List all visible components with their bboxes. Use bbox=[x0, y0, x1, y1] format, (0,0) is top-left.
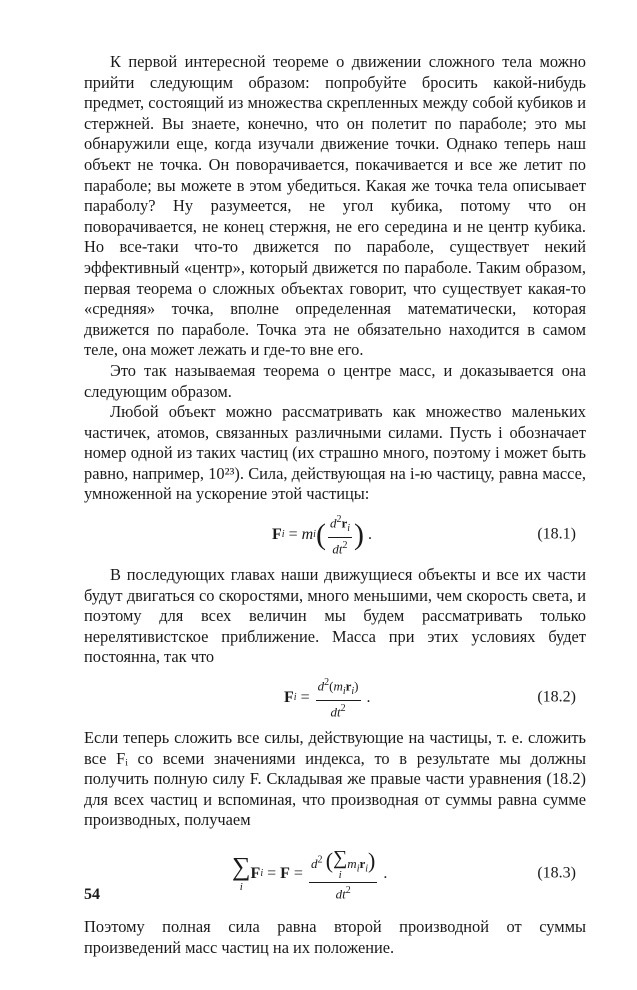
equation-18-1 bbox=[84, 505, 586, 565]
equation-18-3-expression: ∑ i F i = F = $d^2$ ( ∑ i $m_ir_i$) $dt^2$ . bbox=[232, 846, 388, 902]
paragraph-6: Поэтому полная сила равна второй производной от суммы произведений масс частиц на их положение. bbox=[84, 917, 586, 957]
equation-18-2-expression: F i = $\frac{d^2(m_ir_i)}{dt^2}$ . bbox=[284, 677, 371, 720]
paragraph-5: Если теперь сложить все силы, действующие на частицы, т. е. сложить все Fᵢ со всеми значениями индекса, то в результате мы должны получить полную силу F. Складывая же правые части уравнения (18.2) для всех частиц и вспоминая, что производная от суммы равна сумме производных, получаем bbox=[84, 728, 586, 830]
equation-18-3 bbox=[84, 831, 586, 917]
equation-18-1-expression: F i = m i ( $\frac{d^2r_i}{dt^2}$ ) . bbox=[272, 514, 372, 557]
equation-18-2-number: (18.2) bbox=[537, 688, 576, 706]
paragraph-3: Любой объект можно рассматривать как множество маленьких частичек, атомов, связанных различными силами. Пусть i обозначает номер одной из таких частиц (их страшно много, поэтому i может быть равно, например, 10²³). Сила, действующая на i-ю частицу, равна массе, умноженной на ускорение этой частицы: bbox=[84, 402, 586, 504]
equation-18-2 bbox=[84, 668, 586, 728]
page-body bbox=[84, 52, 586, 958]
paragraph-4: В последующих главах наши движущиеся объекты и все их части будут двигаться со скоростями, много меньшими, чем скорость света, и поэтому для всех величин мы будем рассматривать только нерелятивистское приближение. Масса при этих условиях будет постоянна, так что bbox=[84, 565, 586, 667]
equation-18-3-number: (18.3) bbox=[537, 864, 576, 882]
page-number: 54 bbox=[84, 886, 100, 903]
equation-18-1-number: (18.1) bbox=[537, 525, 576, 543]
paragraph-2: Это так называемая теорема о центре масс, и доказывается она следующим образом. bbox=[84, 360, 586, 401]
paragraph-1: К первой интересной теореме о движении сложного тела можно прийти следующим образом: попробуйте бросить какой-нибудь предмет, состоящий из множества скрепленных между собой кубиков и стержней. Вы знаете, конечно, что он полетит по параболе; это мы обнаружили еще, когда изучали движение точки. Однако теперь наш объект не точка. Он поворачивается, покачивается и все же летит по параболе; вы можете в этом убедиться. Какая же точка тела описывает параболу? Ну разумеется, не угол кубика, потому что он поворачивается, не конец стержня, не его середина и не центр кубика. Но все-таки что-то движется по параболе, существует некий эффективный «центр», который движется по параболе. Таким образом, первая теорема о сложных объектах говорит, что существует какая-то «средняя» точка, вполне определенная математически, которая движется по параболе. Точка эта не обязательно находится в самом теле, она может лежать и где-то вне его. bbox=[84, 52, 586, 360]
